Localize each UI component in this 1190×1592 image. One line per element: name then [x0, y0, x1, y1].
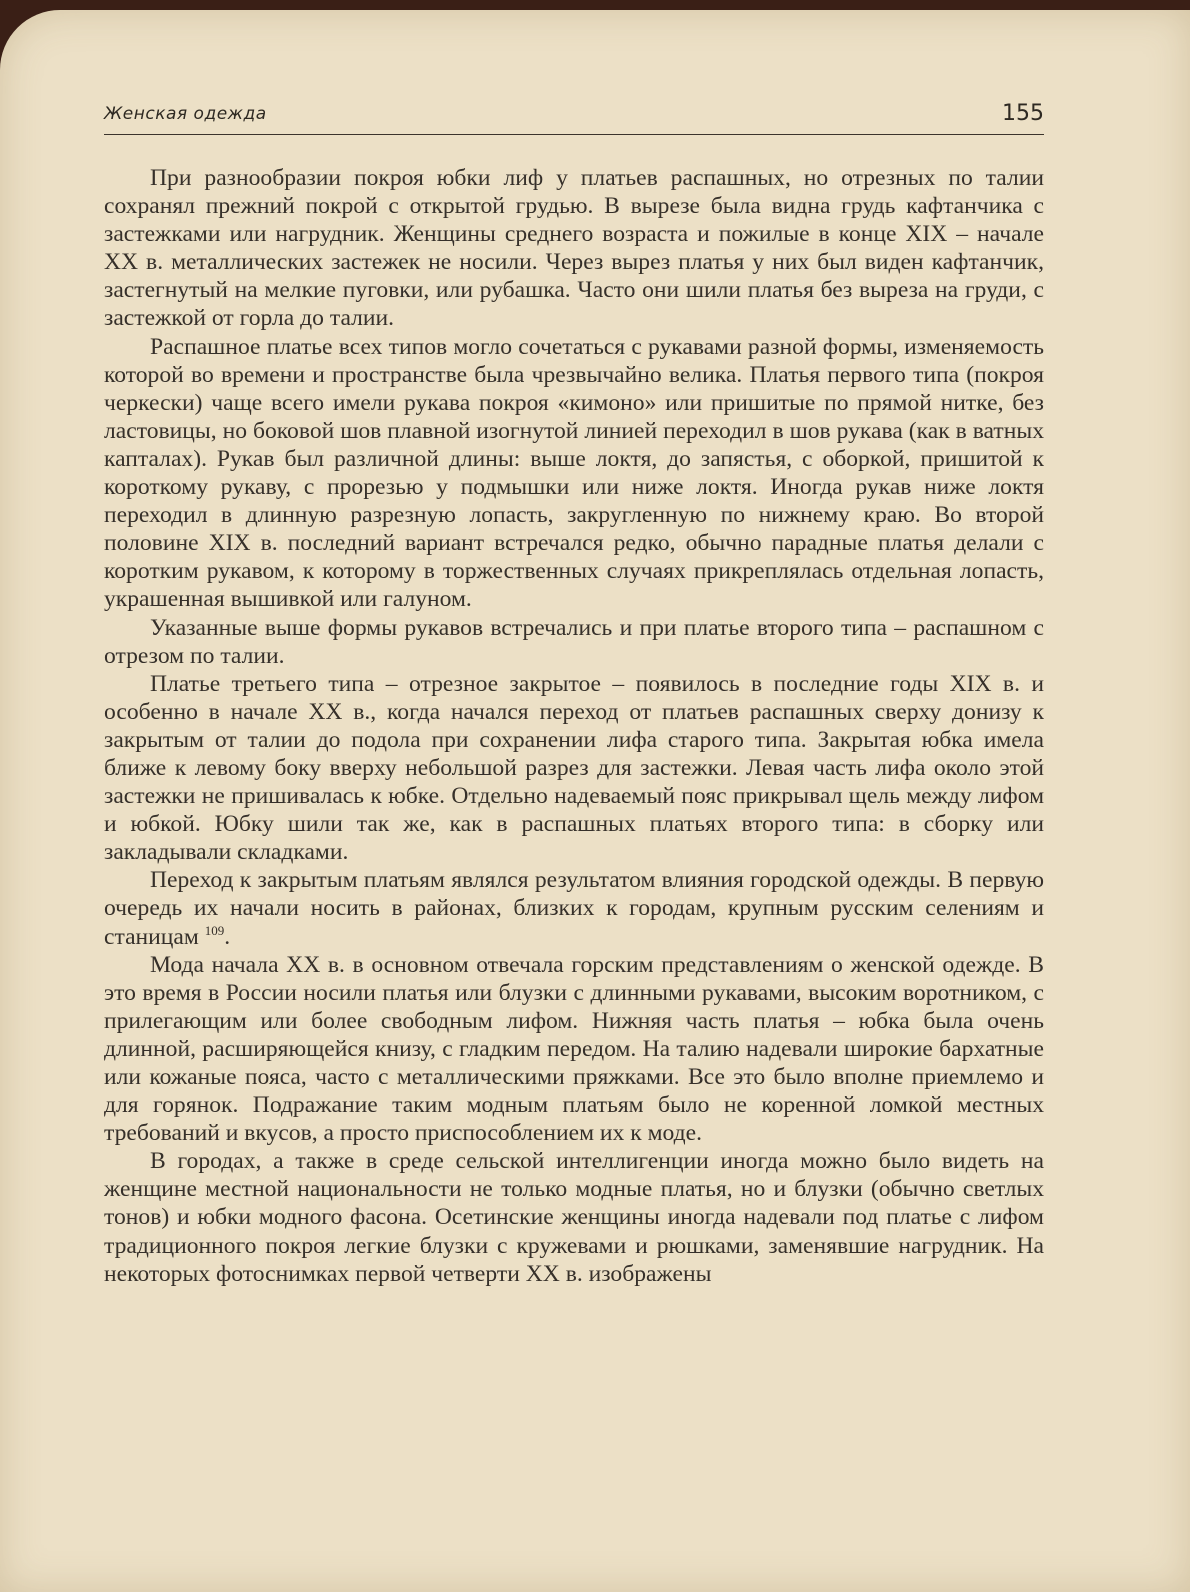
paragraph [104, 1147, 1044, 1287]
footnote-reference: 109 [204, 922, 225, 938]
paragraph-text: При разнообразии покроя юбки лиф у платьев распашных, но отрезных по талии сохранял прежний покрой с открытой грудью. В вырезе была видна грудь кафтанчика с застежками или нагрудник. Женщины среднего возраста и пожилые в конце XIX – начале XX в. металлических застежек не носили. Через вырез платья у них был виден кафтанчик, застегнутый на мелкие пуговки, или рубашка. Часто они шили платья без выреза на груди, с застежкой от горла до талии. [104, 165, 1044, 332]
page-number: 155 [1002, 101, 1044, 126]
paragraph [104, 951, 1044, 1148]
page-header [104, 94, 1044, 135]
paragraph [104, 670, 1044, 867]
paragraph-tail: . [224, 923, 231, 950]
running-title: Женская одежда [104, 104, 267, 124]
paragraph-text: В городах, а также в среде сельской интеллигенции иногда можно было видеть на женщине местной национальности не только модные платья, но и блузки (обычно светлых тонов) и юбки модного фасона. Осетинские женщины иногда надевали под платье с лифом традиционного покроя легкие блузки с кружевами и рюшками, заменявшие нагрудник. На некоторых фотоснимках первой четверти XX в. изображены [104, 1148, 1044, 1287]
paragraph [104, 164, 1044, 333]
book-page [0, 10, 1190, 1592]
paragraph-text: Распашное платье всех типов могло сочетаться с рукавами разной формы, изменяемость которой во времени и пространстве была чрезвычайно велика. Платья первого типа (покроя черкески) чаще всего имели рукава покроя «кимоно» или пришитые по прямой нитке, без ластовицы, но боковой шов плавной изогнутой линией переходил в шов рукава (как в ватных капталах). Рукав был различной длины: выше локтя, до запястья, с оборкой, пришитой к короткому рукаву, с прорезью у подмышки или ниже локтя. Иногда рукав ниже локтя переходил в длинную разрезную лопасть, закругленную по нижнему краю. Во второй половине XIX в. последний вариант встречался редко, обычно парадные платья делали с коротким рукавом, к которому в торжественных случаях прикреплялась отдельная лопасть, украшенная вышивкой или галуном. [104, 333, 1044, 613]
paragraph [104, 333, 1044, 614]
paragraph-text: Указанные выше формы рукавов встречались и при платье второго типа – распашном с отрезом по талии. [104, 614, 1044, 669]
paragraph-text: Платье третьего типа – отрезное закрытое – появилось в последние годы XIX в. и особенно в начале XX в., когда начался переход от платьев распашных сверху донизу к закрытым от талии до подола при сохранении лифа старого типа. Закрытая юбка имела ближе к левому боку вверху небольшой разрез для застежки. Левая часть лифа около этой застежки не пришивалась к юбке. Отдельно надеваемый пояс прикрывал щель между лифом и юбкой. Юбку шили так же, как в распашных платьях второго типа: в сборку или закладывали складками. [104, 670, 1044, 866]
paragraph [104, 614, 1044, 670]
paragraph [104, 866, 1044, 950]
paragraph-text: Мода начала XX в. в основном отвечала горским представлениям о женской одежде. В это время в России носили платья или блузки с длинными рукавами, высоким воротником, с прилегающим или более свободным лифом. Нижняя часть платья – юбка была очень длинной, расширяющейся книзу, с гладким передом. На талию надевали широкие бархатные или кожаные пояса, часто с металлическими пряжками. Все это было вполне приемлемо и для горянок. Подражание таким модным платьям было не коренной ломкой местных требований и вкусов, а просто приспособлением их к моде. [104, 951, 1044, 1147]
paragraph-text: Переход к закрытым платьям являлся результатом влияния городской одежды. В первую очередь их начали носить в районах, близких к городам, крупным русским селениям и станицам [104, 867, 1044, 950]
body-text [104, 164, 1044, 1288]
